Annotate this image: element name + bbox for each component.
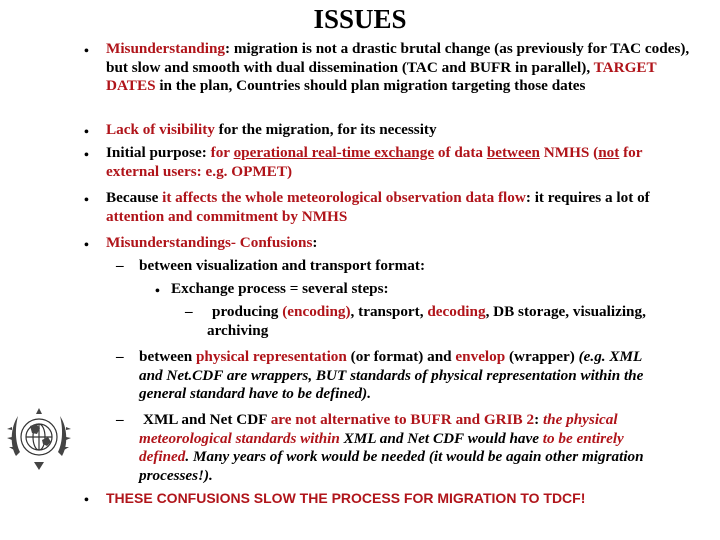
sub-item-steps [207, 303, 647, 340]
text-segment: TARGET DATES [106, 58, 657, 94]
bullet-marker: • [84, 193, 89, 208]
text-segment: : [534, 411, 543, 428]
bullet-marker: • [84, 148, 89, 163]
bullet-marker: • [84, 238, 89, 253]
text-segment: Because [106, 189, 163, 206]
final-statement: THESE CONFUSIONS SLOW THE PROCESS FOR MIGRATION TO TDCF! [106, 490, 586, 506]
text-segment: (e.g. XML and Net.CDF are wrappers, BUT standards of physical representation within the general standard have to be defined). [139, 348, 644, 402]
sub-item-representation [139, 348, 669, 404]
sub-bullet-marker: • [155, 284, 160, 299]
sub-dash: – [116, 411, 124, 428]
bullet-item-4 [106, 189, 686, 226]
text-segment: (wrapper) [505, 348, 579, 365]
text-segment: . Many years of work would be needed (it would be again other migration processes!). [139, 448, 644, 484]
text-segment: physical representation [195, 348, 347, 365]
text-segment: for [210, 144, 234, 161]
text-segment: it affects the whole meteorological observation data flow [162, 189, 526, 206]
text-segment: for the migration, for its necessity [214, 121, 437, 138]
text-segment: XML and Net CDF would have [339, 429, 543, 447]
text-segment: NMHS ( [539, 144, 599, 161]
text-segment: to be entirely defined [139, 429, 624, 465]
text-segment: : migration is not a drastic brutal change (as previously for TAC codes), but slow and smooth with dual dissemination (TAC and BUFR in parallel), [106, 40, 690, 76]
bullet-item-2 [106, 121, 706, 140]
bullet-marker: • [84, 125, 89, 140]
sub-dash: – [185, 303, 193, 320]
sub-item-exchange: Exchange process = several steps: [171, 280, 389, 297]
text-segment: Lack of visibility [106, 121, 215, 138]
bullet-marker: • [84, 44, 89, 59]
text-segment: (or format) and [346, 348, 456, 365]
sub-item-xml-netcdf [139, 411, 669, 485]
text-segment: for external users: e.g. OPMET) [106, 144, 643, 180]
page-title: ISSUES [313, 4, 407, 34]
text-segment: are not alternative to BUFR and GRIB 2 [270, 411, 535, 428]
text-segment: (encoding) [282, 303, 351, 320]
text-segment: , transport, [350, 303, 428, 320]
text-segment: between [139, 348, 196, 365]
text-segment: XML and Net CDF [143, 411, 271, 428]
text-segment: , DB storage, visualizing, archiving [207, 303, 646, 339]
wmo-emblem-icon [6, 404, 72, 478]
text-segment: in the plan, Countries should plan migration targeting those dates [155, 77, 586, 94]
bullet-marker: • [84, 493, 89, 508]
text-segment: the physical meteorological standards within [139, 411, 618, 447]
sub-item-visualization: between visualization and transport format: [139, 257, 426, 274]
sub-dash: – [116, 348, 124, 365]
bullet-item-5 [106, 234, 686, 253]
text-segment: : it requires a lot of [525, 189, 650, 206]
text-segment: operational real-time exchange [233, 144, 435, 161]
text-segment: Misunderstandings- Confusions [106, 234, 313, 251]
sub-dash: – [116, 257, 124, 274]
bullet-item-3 [106, 144, 666, 181]
bullet-item-1 [106, 40, 706, 96]
text-segment: decoding [427, 303, 486, 320]
text-segment: envelop [455, 348, 506, 365]
text-segment: Misunderstanding [106, 40, 226, 57]
text-segment: not [598, 144, 620, 161]
text-segment: : [312, 234, 318, 251]
text-segment: attention and commitment by NMHS [106, 207, 348, 225]
text-segment: Initial purpose: [106, 144, 211, 161]
text-segment: between [486, 144, 540, 161]
text-segment: producing [212, 303, 283, 320]
text-segment: of data [434, 144, 487, 161]
